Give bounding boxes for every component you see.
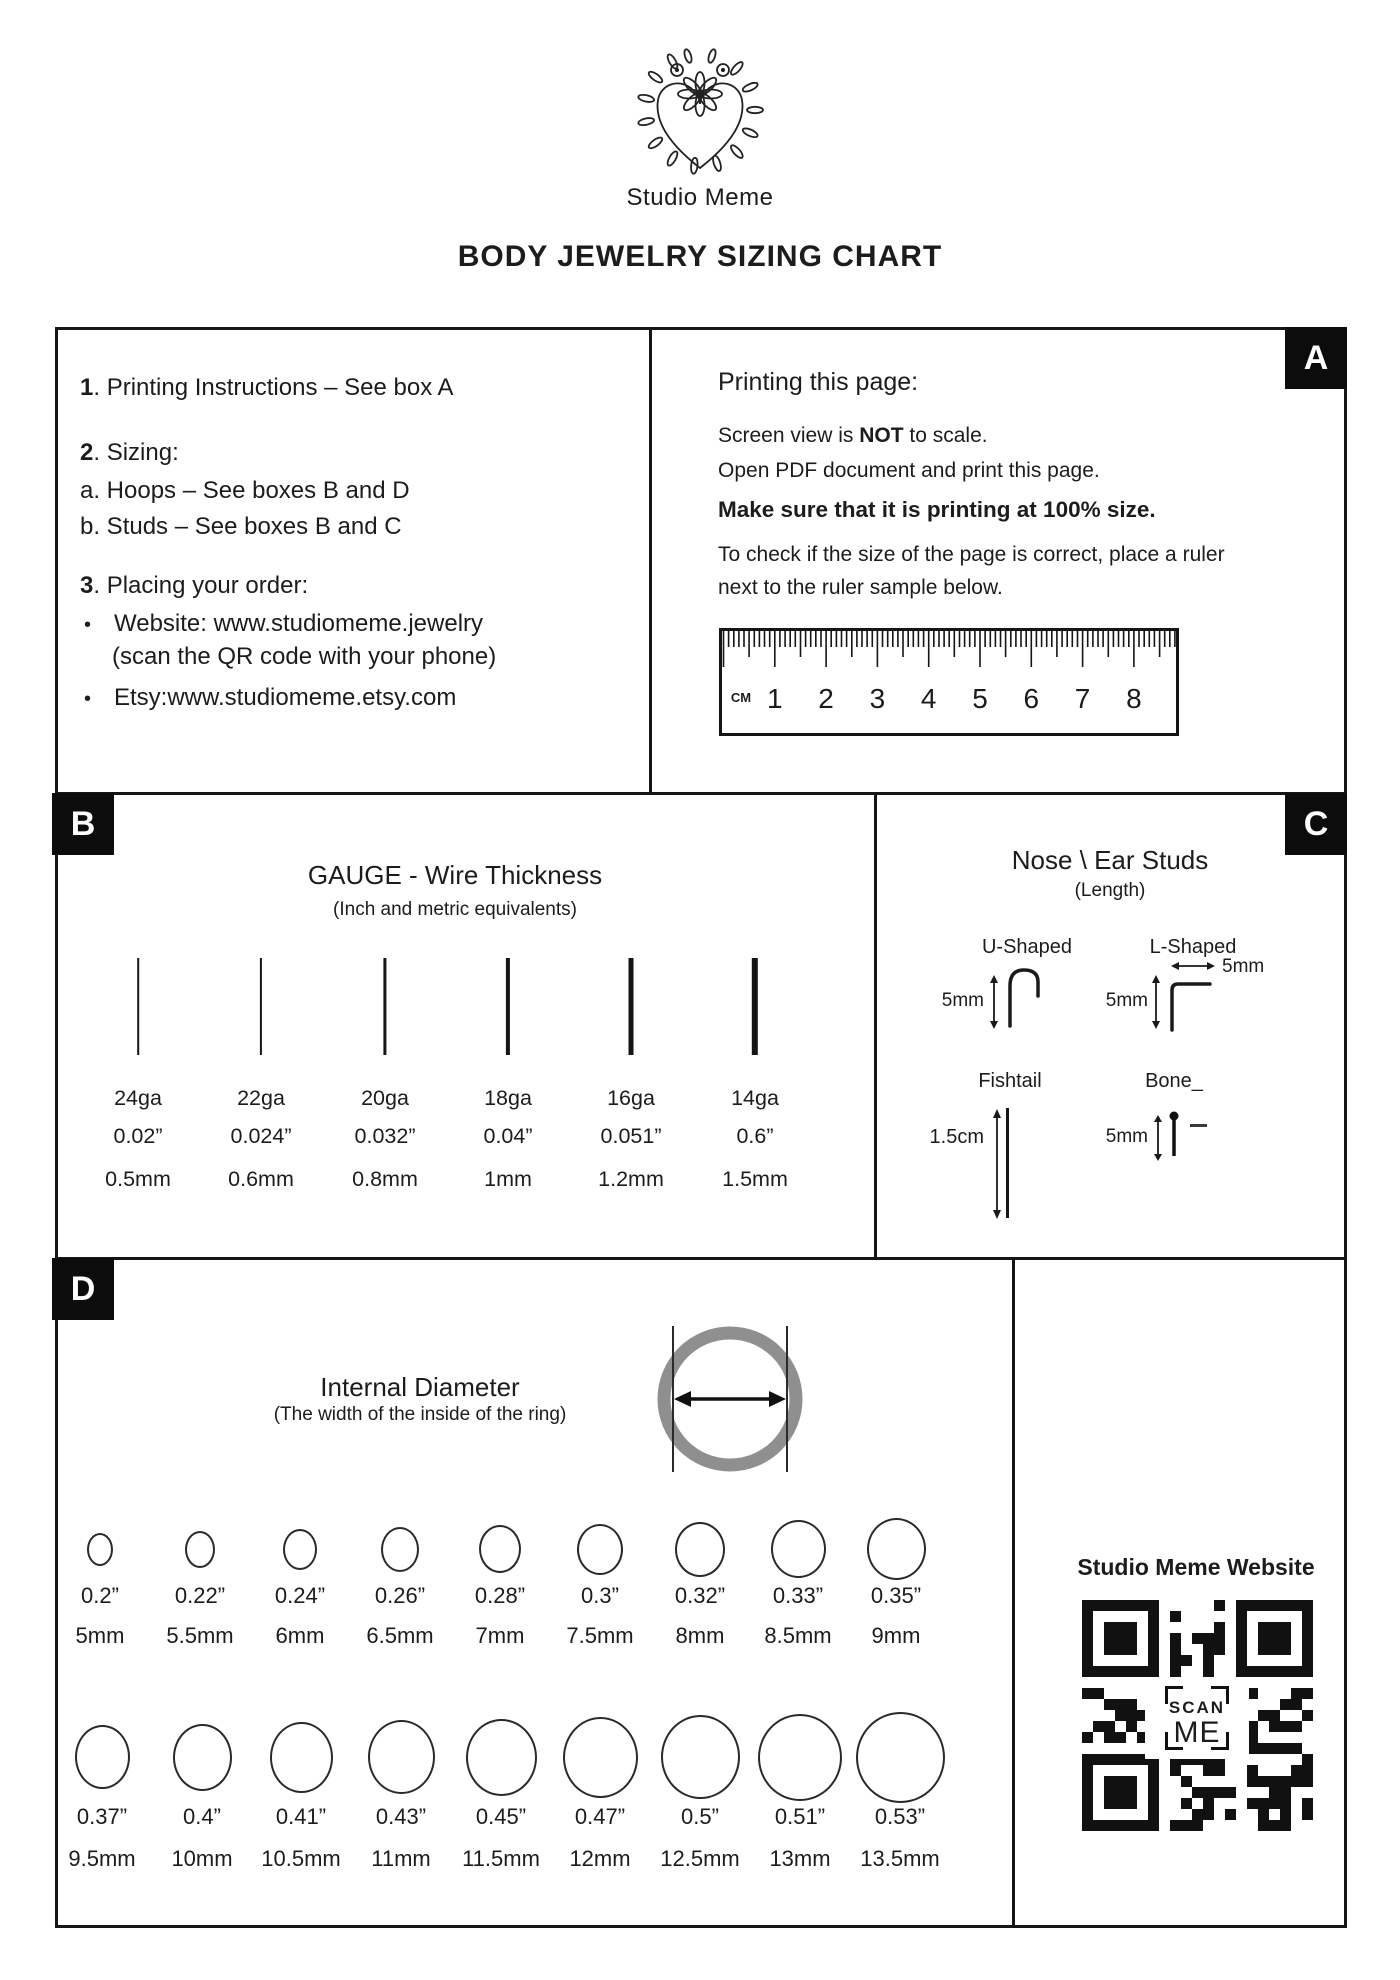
qr-module [1269,1820,1280,1831]
l-shaped-diagram [1164,978,1212,1032]
qr-module [1302,1688,1313,1699]
gauge-wire-line [506,958,510,1055]
qr-module [1291,1765,1302,1776]
gauge-mm-label: 1mm [484,1167,532,1191]
diameter-mm-label: 11.5mm [462,1846,540,1871]
qr-module [1225,1809,1236,1820]
diameter-mm-label: 8.5mm [764,1623,832,1648]
wreath-leaf [729,144,744,160]
diameter-circle [381,1527,419,1572]
qr-module [1214,1765,1225,1776]
diameter-circle [661,1715,740,1799]
fishtail-varrow-icon [990,1108,1004,1220]
diameter-mm-label: 8mm [675,1623,725,1648]
diameter-circle [479,1525,521,1573]
qr-module [1280,1699,1291,1710]
qr-module [1302,1798,1313,1809]
diameter-mm-label: 11mm [371,1846,431,1871]
qr-module [1247,1798,1258,1809]
qr-module [1280,1776,1291,1787]
diameter-inch-label: 0.24” [274,1583,326,1608]
internal-diameter-ring-diagram [650,1318,810,1482]
qr-module [1214,1644,1225,1655]
diameter-mm-label: 10mm [171,1846,233,1871]
box-c-title: Nose \ Ear Studs [1011,845,1209,875]
scan-me-top: SCAN [1168,1698,1226,1717]
qr-module [1104,1732,1115,1743]
ruler-number: 8 [1126,683,1142,714]
qr-module [1269,1798,1280,1809]
qr-module [1280,1798,1291,1809]
qr-module [1258,1776,1269,1787]
qr-module [1225,1787,1236,1798]
box-a-line-2: Open PDF document and print this page. [718,459,1100,482]
gauge-column [448,958,568,1198]
instruction-item-3 [80,572,308,600]
box-a-heading: Printing this page: [718,368,919,396]
qr-module [1104,1622,1137,1655]
box-d-badge: D [52,1258,114,1320]
qr-module [1247,1776,1258,1787]
diameter-inch-label: 0.53” [874,1804,926,1829]
diameter-inch-label: 0.32” [674,1583,726,1608]
logo-flower [678,72,722,116]
diameter-circle [185,1531,215,1568]
diameter-mm-label: 12mm [569,1846,631,1871]
qr-module [1214,1600,1225,1611]
diameter-inch-label: 0.51” [774,1804,826,1829]
diameter-inch-label: 0.35” [870,1583,922,1608]
gauge-column [571,958,691,1198]
qr-module [1115,1732,1126,1743]
box-b-badge: B [52,793,114,855]
gauge-wire-line [752,958,758,1055]
box-d-subtitle: (The width of the inside of the ring) [273,1404,567,1425]
qr-module [1280,1787,1291,1798]
gauge-column [695,958,815,1198]
diameter-circle [270,1722,333,1793]
u-shaped-label: U-Shaped [981,936,1073,958]
wreath-leaf [666,53,680,70]
gauge-wire-line [629,958,634,1055]
ruler-number: 1 [767,683,783,714]
wreath-leaf [742,127,759,139]
qr-module [1291,1776,1302,1787]
ruler-number: 2 [818,683,834,714]
qr-module [1203,1644,1214,1655]
box-c-badge: C [1285,793,1347,855]
box-a-line1-post: to scale. [903,424,988,447]
qr-module [1192,1633,1203,1644]
gauge-wire-line [260,958,262,1055]
qr-module [1093,1688,1104,1699]
gauge-inch-label: 0.6” [736,1124,774,1148]
diameter-inch-label: 0.26” [374,1583,426,1608]
u-shaped-diagram [1002,964,1046,1030]
page-title: BODY JEWELRY SIZING CHART [457,240,943,273]
qr-module [1104,1699,1115,1710]
diameter-circle [283,1529,317,1570]
gauge-mm-label: 0.8mm [352,1167,418,1191]
bullet-icon: • [84,688,92,710]
bullet-icon: • [84,614,92,636]
diameter-circle [563,1717,638,1798]
diameter-inch-label: 0.5” [681,1804,719,1829]
wreath-leaf [647,136,664,151]
divider-d-top [58,1257,1344,1260]
diameter-inch-label: 0.45” [475,1804,527,1829]
box-b-title: GAUGE - Wire Thickness [307,860,603,890]
gauge-column [325,958,445,1198]
gauge-mm-label: 0.5mm [105,1167,171,1191]
qr-module [1269,1710,1280,1721]
box-a-badge: A [1285,327,1347,389]
gauge-inch-label: 0.051” [600,1124,662,1148]
qr-module [1291,1699,1302,1710]
qr-module [1181,1820,1192,1831]
gauge-size-label: 18ga [484,1086,532,1110]
etsy-url: Etsy:www.studiomeme.etsy.com [114,684,457,711]
gauge-size-label: 14ga [731,1086,779,1110]
logo-sprigs [683,48,717,63]
qr-module [1258,1809,1269,1820]
ruler-number: 7 [1074,683,1091,714]
gauge-wire-line [383,958,386,1055]
instruction-item-2a: a. Hoops – See boxes B and D [80,477,410,504]
website-scan-note: (scan the QR code with your phone) [112,643,497,670]
gauge-inch-label: 0.04” [483,1124,533,1148]
qr-module [1291,1688,1302,1699]
qr-module [1126,1699,1137,1710]
box-c-subtitle: (Length) [1074,880,1146,901]
bone-label: Bone_ [1145,1070,1203,1092]
qr-module [1258,1622,1291,1655]
diameter-circle [771,1520,826,1578]
diameter-circle [867,1518,926,1580]
box-a-line1-bold: NOT [859,424,904,447]
qr-module [1247,1765,1258,1776]
brand-name: Studio Meme [626,184,774,211]
diameter-mm-label: 9mm [871,1623,921,1648]
instruction-2-text: . Sizing: [93,439,179,466]
qr-module [1302,1809,1313,1820]
gauge-size-label: 16ga [607,1086,655,1110]
diameter-circle [173,1724,232,1791]
diameter-mm-label: 6.5mm [366,1623,434,1648]
diameter-inch-label: 0.2” [81,1583,119,1608]
diameter-mm-label: 13mm [769,1846,831,1871]
qr-module [1302,1754,1313,1765]
qr-module [1214,1633,1225,1644]
bone-stud-diagram [1166,1108,1182,1160]
gauge-size-label: 20ga [361,1086,409,1110]
gauge-column [201,958,321,1198]
diameter-inch-label: 0.33” [772,1583,824,1608]
scan-me-bottom: ME [1173,1716,1221,1749]
diameter-inch-label: 0.28” [474,1583,526,1608]
diameter-inch-label: 0.4” [183,1804,221,1829]
qr-module [1181,1798,1192,1809]
instruction-item-2 [80,439,179,467]
bone-varrow-icon [1152,1114,1164,1162]
wreath-leaf [729,60,744,76]
diameter-mm-label: 6mm [275,1623,325,1648]
qr-module [1258,1743,1269,1754]
divider-d-qr [1012,1260,1015,1925]
instruction-3-number: 3 [80,572,94,599]
diameter-circle [856,1712,945,1803]
diameter-inch-label: 0.37” [76,1804,128,1829]
qr-module [1203,1655,1214,1666]
gauge-inch-label: 0.024” [230,1124,292,1148]
qr-module [1126,1721,1137,1732]
box-a-line-3: Make sure that it is printing at 100% size. [718,497,1156,522]
ruler-number: 6 [1023,683,1040,714]
qr-module [1302,1710,1313,1721]
diameter-circle [368,1720,435,1794]
diameter-circle [577,1524,623,1575]
qr-module [1082,1732,1093,1743]
l-shaped-harrow-icon [1170,960,1216,972]
box-a-line-4: To check if the size of the page is correct, place a ruler [718,543,1225,566]
qr-module [1203,1809,1214,1820]
gauge-size-label: 24ga [114,1086,162,1110]
ruler-number: 4 [920,683,937,714]
diameter-mm-label: 7.5mm [566,1623,634,1648]
wreath-leaf [638,117,655,127]
qr-module [1291,1721,1302,1732]
qr-module [1258,1798,1269,1809]
box-d-title: Internal Diameter [320,1372,520,1402]
gauge-inch-label: 0.032” [354,1124,416,1148]
qr-module [1170,1644,1181,1655]
ruler-number: 5 [972,683,988,714]
wreath-leaf [638,94,655,104]
instruction-2-number: 2 [80,439,94,466]
qr-module [1302,1776,1313,1787]
qr-module [1093,1721,1104,1732]
diameter-mm-label: 13.5mm [860,1846,940,1871]
diameter-mm-label: 9.5mm [68,1846,136,1871]
gauge-column [78,958,198,1198]
diameter-mm-label: 12.5mm [660,1846,740,1871]
box-a-line-1 [718,424,988,448]
diameter-circle [758,1714,842,1801]
divider-b-c [874,795,877,1257]
diameter-inch-label: 0.3” [581,1583,619,1608]
diameter-circle [75,1725,130,1789]
qr-module [1170,1666,1181,1677]
qr-module [1302,1765,1313,1776]
diameter-inch-label: 0.47” [574,1804,626,1829]
diameter-mm-label: 7mm [475,1623,525,1648]
qr-module [1203,1633,1214,1644]
diameter-circle [466,1719,537,1796]
diameter-inch-label: 0.22” [174,1583,226,1608]
qr-module [1170,1655,1181,1666]
qr-module [1269,1787,1280,1798]
diameter-mm-label: 10.5mm [261,1846,341,1871]
l-shaped-varrow-icon [1150,974,1162,1030]
qr-module [1104,1721,1115,1732]
qr-module [1104,1776,1137,1809]
qr-module [1192,1820,1203,1831]
u-shaped-varrow-icon [988,974,1000,1030]
ruler-number: 3 [869,683,886,714]
wreath-leaf [747,107,763,113]
qr-module [1291,1743,1302,1754]
gauge-size-label: 22ga [237,1086,285,1110]
qr-module [1258,1820,1269,1831]
diameter-circle [675,1522,725,1577]
qr-module [1269,1743,1280,1754]
qr-module [1170,1765,1181,1776]
qr-module [1170,1633,1181,1644]
wreath-leaf [742,81,759,93]
ruler-unit-label: CM [730,690,752,705]
qr-module [1280,1743,1291,1754]
qr-module [1280,1809,1291,1820]
website-url: Website: www.studiomeme.jewelry [114,610,484,637]
qr-module [1280,1721,1291,1732]
qr-module [1082,1688,1093,1699]
l-shaped-label: L-Shaped [1149,936,1237,958]
wreath-leaf [647,70,664,85]
qr-module [1115,1710,1126,1721]
etsy-bullet-line [84,684,456,712]
qr-module [1115,1699,1126,1710]
qr-module [1258,1710,1269,1721]
qr-module [1214,1787,1225,1798]
diameter-mm-label: 5.5mm [166,1623,234,1648]
qr-module [1203,1798,1214,1809]
gauge-mm-label: 0.6mm [228,1167,294,1191]
wreath-leaf [666,150,680,167]
qr-module [1181,1655,1192,1666]
fishtail-dim: 1.5cm [929,1126,984,1148]
instruction-1-number: 1 [80,374,94,401]
website-bullet-line [84,610,483,638]
box-a-line1-pre: Screen view is [718,424,860,447]
instruction-1-text: . Printing Instructions – See box A [93,374,454,401]
diameter-inch-label: 0.41” [275,1804,327,1829]
instruction-item-1 [80,374,454,402]
instruction-item-2b: b. Studs – See boxes B and C [80,513,402,540]
l-shaped-dim-h: 5mm [1222,956,1265,977]
qr-module [1269,1721,1280,1732]
divider-a [649,330,652,793]
ruler-ticks [724,631,1175,667]
diameter-inch-label: 0.43” [375,1804,427,1829]
qr-module [1170,1820,1181,1831]
logo-berries [671,64,729,76]
studio-meme-logo-icon [637,44,763,176]
qr-module [1192,1787,1203,1798]
qr-module [1214,1622,1225,1633]
gauge-wire-line [137,958,139,1055]
fishtail-label: Fishtail [978,1070,1042,1092]
qr-module [1269,1776,1280,1787]
bone-dim: 5mm [1105,1126,1148,1147]
wreath-leaf [711,155,722,172]
box-a-line-5: next to the ruler sample below. [718,576,1003,599]
qr-module [1203,1787,1214,1798]
qr-section-title: Studio Meme Website [1077,1554,1315,1580]
box-b-subtitle: (Inch and metric equivalents) [333,899,577,920]
l-shaped-dim-v: 5mm [1105,990,1148,1011]
ruler-sample [719,628,1179,736]
qr-module [1203,1666,1214,1677]
diameter-circle [87,1533,113,1566]
u-shaped-dim: 5mm [941,990,984,1011]
diameter-mm-label: 5mm [75,1623,125,1648]
qr-module [1181,1776,1192,1787]
qr-module [1203,1765,1214,1776]
fishtail-stud-line [1006,1108,1009,1218]
qr-module [1170,1611,1181,1622]
gauge-mm-label: 1.2mm [598,1167,664,1191]
bone-dash [1190,1124,1207,1127]
qr-module [1192,1809,1203,1820]
divider-bc-top [58,792,1344,795]
instruction-3-text: . Placing your order: [93,572,309,599]
gauge-inch-label: 0.02” [113,1124,163,1148]
qr-module [1280,1820,1291,1831]
qr-module [1126,1710,1137,1721]
gauge-mm-label: 1.5mm [722,1167,788,1191]
